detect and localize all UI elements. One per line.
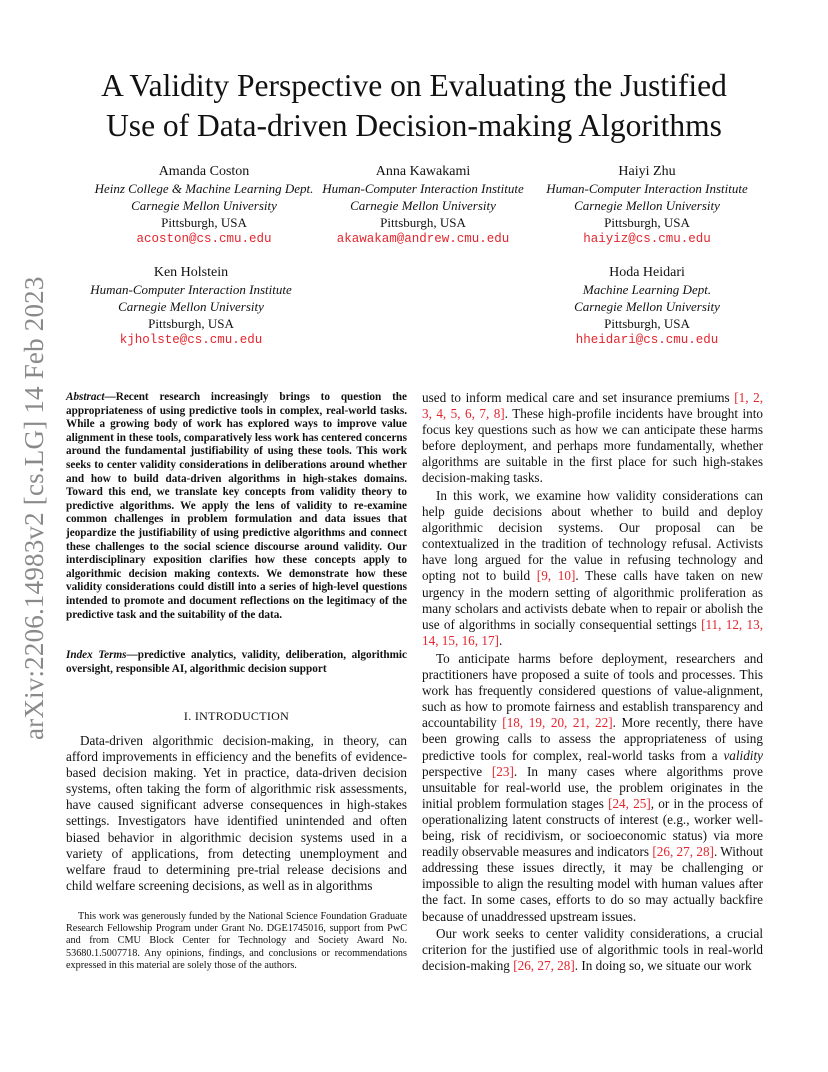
citation-link[interactable]: [26, 27, 28] [513,958,575,974]
abstract-lead: Abstract [66,391,105,403]
author-block [306,163,540,248]
text-run: perspective [422,763,492,779]
author-name: Ken Holstein [153,265,229,280]
right-paragraph-4 [422,926,763,974]
citation-link[interactable]: [26, 27, 28] [652,844,714,860]
author-affiliation: Human-Computer Interaction Institute [322,181,524,196]
right-paragraph-1 [422,390,763,487]
citation-link[interactable]: [24, 25] [608,795,651,811]
author-name: Amanda Coston [158,164,250,179]
author-location: Pittsburgh, USA [148,316,234,331]
text-run: . These calls have taken on new urgency in the modern setting of algorithmic proliferation as many scholars and activists debate when to repair or abolish the use of algorithms in socially consequential settings [422,568,763,632]
author-name: Haiyi Zhu [618,164,676,179]
author-institution: Carnegie Mellon University [574,198,720,213]
citation-link[interactable]: [9, 10] [536,568,576,584]
citation-link[interactable]: [18, 19, 20, 21, 22] [502,715,613,731]
title-line-1: A Validity Perspective on Evaluating the Justified [101,68,727,103]
author-email[interactable]: acoston@cs.cmu.edu [136,232,272,246]
text-run: In this work, we examine how validity considerations can help guide decisions about whether to build and deploy algorithmic decision systems. Our proposal can be contextualized in the tradition of technology refusal. Activists have long argued for the value in refusing technology and opting not to build [422,488,763,584]
right-paragraph-2 [422,488,763,649]
author-location: Pittsburgh, USA [604,316,690,331]
text-run: To anticipate harms before deployment, researchers and practitioners have proposed a suite of tools and processes. This work has frequently considered questions of value-alignment, such as how to promote fairness and establish transparency and accountability [422,651,763,731]
author-affiliation: Heinz College & Machine Learning Dept. [94,181,314,196]
author-name: Anna Kawakami [375,164,471,179]
text-run: . In doing so, we situate our work [574,958,752,974]
author-institution: Carnegie Mellon University [350,198,496,213]
author-location: Pittsburgh, USA [604,215,690,230]
text-run: , or in the process of operationalizing latent constructs of interest (e.g., worker well-being, risk of recidivism, or socioeconomic status) via more readily observable measures and indicators [422,795,763,860]
text-run: used to inform medical care and set insurance premiums [422,390,735,405]
text-run: . More recently, there have been growing calls to assess the appropriateness of using predictive tools for complex, real-world tasks from a [422,715,763,763]
author-email[interactable]: kjholste@cs.cmu.edu [119,333,263,347]
author-affiliation: Human-Computer Interaction Institute [90,282,292,297]
author-institution: Carnegie Mellon University [131,198,277,213]
author-email[interactable]: akawakam@andrew.cmu.edu [336,232,510,246]
abstract-text: —Recent research increasingly brings to question the appropriateness of using predictive tools in complex, real-world tasks. While a growing body of work has explored ways to improve value alignment in these tools, comparatively less work has centered concerns around the fundamental justifiability of using these tools. This work seeks to center validity considerations in deliberations around whether and how to build data-driven algorithms in high-stakes domains. Toward this end, we translate key concepts from validity theory to predictive algorithms. We apply the lens of validity to re-examine common challenges in problem formulation and data issues that jeopardize the justifiability of using predictive algorithms and connect these challenges to the social science discourse around validity. Our interdisciplinary exposition clarifies how these concepts apply to algorithmic decision making contexts. We demonstrate how these validity considerations could distill into a series of high-level questions intended to promote and document reflections on the legitimacy of the predictive task and the suitability of the data. [66,391,407,621]
section-heading-introduction: I. INTRODUCTION [183,709,290,723]
author-block [530,264,764,349]
right-paragraph-3 [422,651,763,925]
author-block [530,163,764,248]
intro-paragraph: Data-driven algorithmic decision-making, in theory, can afford improvements in efficiency and the benefits of evidence-based decision making. Yet in practice, data-driven decision systems, often taking the form of algorithmic risk assessments, have caused significant adverse consequences in high-stakes settings. Investigators have identified unintended and often biased behavior in algorithmic decision systems used in a variety of applications, from detecting unemployment and welfare fraud to determining pre-trial release decisions and child welfare screening decisions, as well as in algorithms [66,733,407,893]
arxiv-identifier-stamp: arXiv:2206.14983v2 [cs.LG] 14 Feb 2023 [19,276,49,740]
index-terms [66,649,407,676]
author-email[interactable]: haiyiz@cs.cmu.edu [583,232,711,246]
index-terms-text: —predictive analytics, validity, deliberation, algorithmic oversight, responsible AI, algorithmic decision support [66,649,407,675]
title-line-2: Use of Data-driven Decision-making Algorithms [106,108,722,143]
index-terms-lead: Index Terms [66,649,127,661]
author-institution: Carnegie Mellon University [574,299,720,314]
author-institution: Carnegie Mellon University [118,299,264,314]
author-email[interactable]: hheidari@cs.cmu.edu [575,333,719,347]
text-run: Our work seeks to center validity considerations, a crucial criterion for the justified use of algorithmic tools in real-world decision-making [422,926,763,974]
author-affiliation: Machine Learning Dept. [582,282,712,297]
abstract [66,391,407,622]
citation-link[interactable]: [11, 12, 13, 14, 15, 16, 17] [422,616,763,648]
text-run: . [498,632,503,648]
author-block [66,163,342,248]
emphasis-text: validity [723,747,763,763]
text-run: . Without addressing these issues directly, it may be challenging or impossible to align the resulting model with human values after the fact. In some cases, efforts to do so may actually backfire because of unaddressed upstream issues. [422,844,763,924]
funding-footnote: This work was generously funded by the National Science Foundation Graduate Research Fellowship Program under Grant No. DGE1745016, support from PwC and from CMU Block Center for Technology and Society Award No. 53680.1.5007718. Any opinions, findings, and conclusions or recommendations expressed in this material are solely those of the authors. [66,911,407,971]
author-block [66,264,316,349]
author-location: Pittsburgh, USA [161,215,247,230]
citation-link[interactable]: [23] [491,763,514,779]
paper-title [60,66,768,146]
citation-link[interactable]: [1, 2, 3, 4, 5, 6, 7, 8] [422,390,763,422]
author-affiliation: Human-Computer Interaction Institute [546,181,748,196]
author-location: Pittsburgh, USA [380,215,466,230]
text-run: . In many cases where algorithms prove unsuitable for real-world use, the problem originates in the initial problem formulation stages [422,763,763,811]
text-run: . These high-profile incidents have brought into focus key questions such as how we can anticipate these harms before deployment, and perhaps more fundamentally, whether algorithms are suitable in the first place for such high-stakes decision-making tasks. [422,406,763,486]
author-name: Hoda Heidari [609,265,685,280]
